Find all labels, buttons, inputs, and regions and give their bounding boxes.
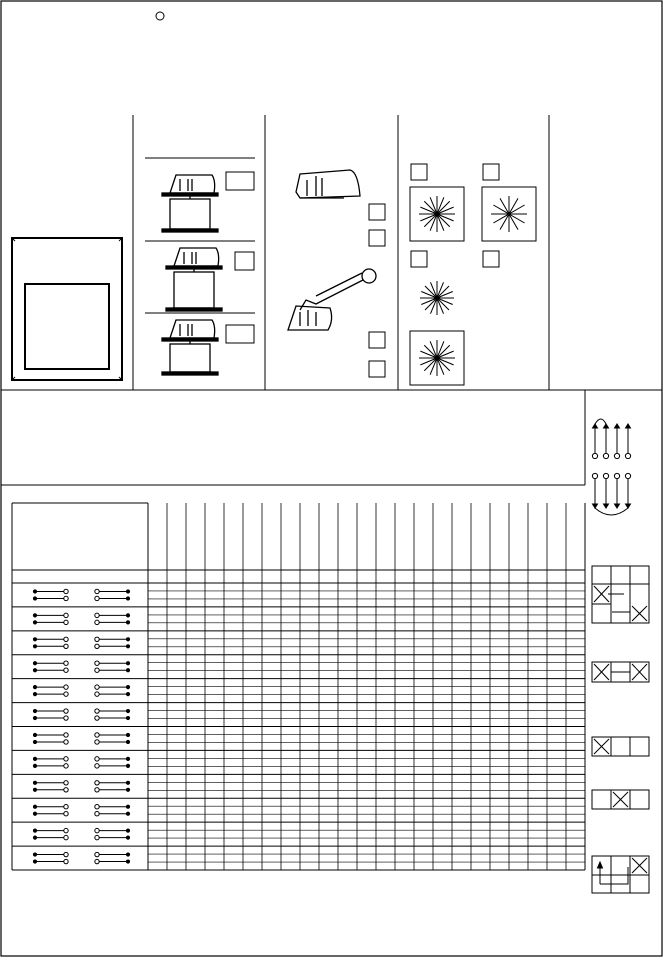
stylus-checkbox-2[interactable] bbox=[369, 230, 385, 246]
connector-pair-icon bbox=[33, 733, 129, 744]
tonearm-illustration bbox=[288, 269, 376, 330]
stylus-checkboxes bbox=[369, 204, 385, 377]
cartridge-2 bbox=[166, 248, 222, 311]
cartridge-1 bbox=[162, 175, 218, 232]
legend-box-5 bbox=[592, 856, 649, 893]
legend-box-4 bbox=[592, 790, 649, 809]
connector-pair-icon bbox=[33, 852, 129, 863]
connector-pair-icon bbox=[33, 709, 129, 720]
star-pattern-illustrations bbox=[410, 187, 536, 385]
legend-box-3 bbox=[592, 737, 649, 756]
cartridge-checkbox-3[interactable] bbox=[226, 325, 254, 343]
star-pattern-1 bbox=[410, 187, 464, 241]
legend-box-1 bbox=[592, 566, 649, 623]
connector-pair-icon bbox=[33, 589, 129, 600]
connector-pair-icon bbox=[33, 805, 129, 816]
punch-hole-icon bbox=[156, 12, 164, 20]
stylus-cartridge-illustration bbox=[296, 170, 360, 198]
star-pattern-3 bbox=[420, 281, 454, 315]
wiring-diagrams bbox=[592, 419, 630, 515]
star-pattern-checkboxes bbox=[411, 164, 499, 267]
legend-box-2 bbox=[592, 662, 649, 682]
star-checkbox-2[interactable] bbox=[483, 164, 499, 180]
stylus-checkbox-1[interactable] bbox=[369, 204, 385, 220]
cartridge-checkbox-1[interactable] bbox=[226, 172, 254, 190]
connector-pair-icon bbox=[33, 637, 129, 648]
star-pattern-4 bbox=[410, 331, 464, 385]
data-grid bbox=[12, 503, 585, 870]
stylus-checkbox-4[interactable] bbox=[369, 361, 385, 377]
grid-rows bbox=[12, 591, 585, 862]
legend-diagrams bbox=[592, 566, 649, 893]
wiring-diagram-2 bbox=[592, 473, 630, 515]
cartridge-3 bbox=[162, 320, 218, 375]
star-checkbox-1[interactable] bbox=[411, 164, 427, 180]
cartridge-checkbox-2[interactable] bbox=[235, 252, 254, 270]
connector-pair-icon bbox=[33, 781, 129, 792]
cartridge-mount-section bbox=[145, 158, 255, 313]
connector-pair-icon bbox=[33, 613, 129, 624]
page-border bbox=[1, 1, 662, 956]
star-checkbox-3[interactable] bbox=[411, 251, 427, 267]
connector-pair-icon bbox=[33, 685, 129, 696]
stylus-checkbox-3[interactable] bbox=[369, 332, 385, 348]
wiring-diagram-1 bbox=[592, 419, 630, 459]
connector-pair-icon bbox=[33, 661, 129, 672]
cartridge-illustrations bbox=[162, 175, 222, 375]
star-checkbox-4[interactable] bbox=[483, 251, 499, 267]
connector-pair-icon bbox=[33, 828, 129, 839]
connector-pair-icon bbox=[33, 757, 129, 768]
frame-illustration bbox=[12, 238, 122, 380]
cartridge-checkboxes bbox=[226, 172, 254, 343]
star-pattern-2 bbox=[482, 187, 536, 241]
